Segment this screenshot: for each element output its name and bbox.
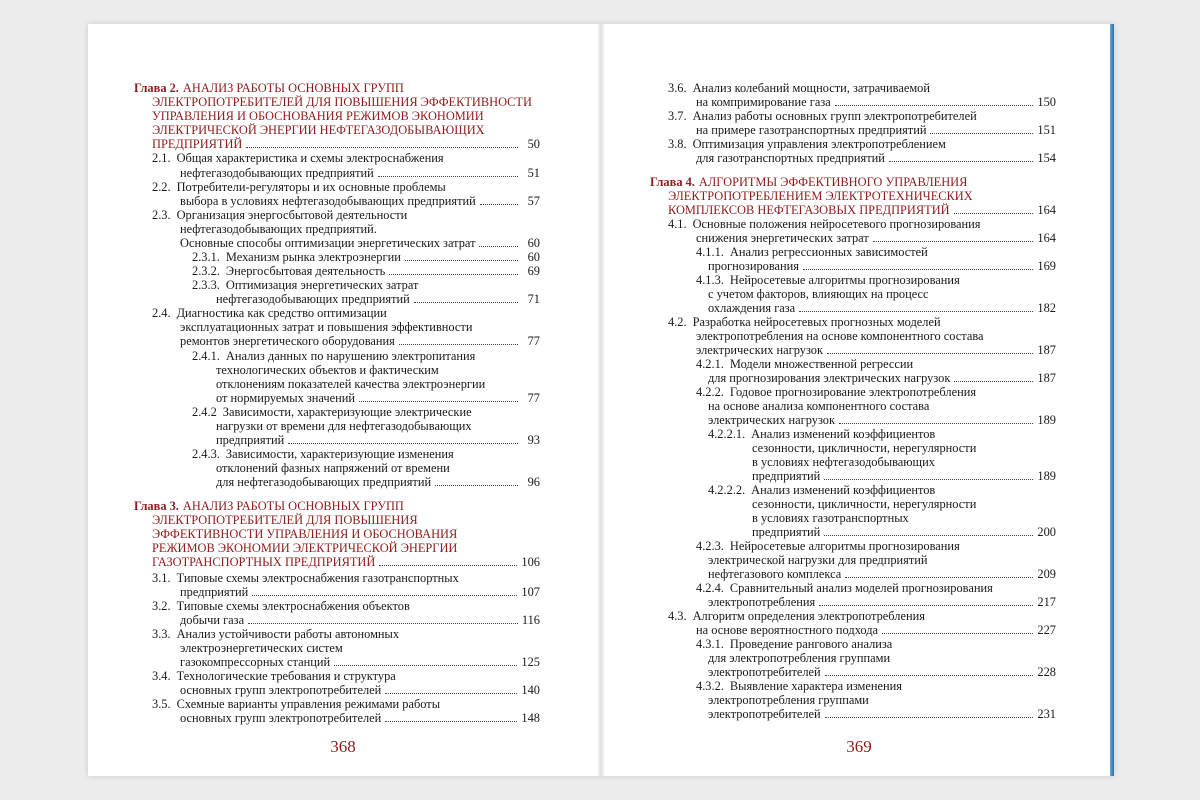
- toc-line: [696, 540, 960, 553]
- dot-leader: [873, 241, 1034, 242]
- chapter-title: АНАЛИЗ РАБОТЫ ОСНОВНЫХ ГРУПП: [182, 499, 404, 513]
- toc-line: [752, 512, 909, 525]
- toc-line: [180, 237, 540, 250]
- section-title: Типовые схемы электроснабжения газотранспортных: [176, 571, 459, 585]
- section-title: охлаждения газа: [708, 301, 796, 315]
- section-number: 4.2.3.: [696, 539, 724, 553]
- section-title: нефтегазодобывающих предприятий: [216, 292, 410, 306]
- toc-page-number: 227: [1037, 623, 1056, 637]
- toc-page-number: 151: [1037, 123, 1056, 137]
- toc-line: [696, 624, 1056, 637]
- toc-line: [152, 698, 440, 711]
- toc-line: [216, 392, 540, 405]
- toc-line: [668, 138, 946, 151]
- toc-page-number: 69: [527, 264, 540, 278]
- section-title: ремонтов энергетического оборудования: [180, 334, 395, 348]
- toc-page-number: 187: [1037, 371, 1056, 385]
- section-title: электрической нагрузки для предприятий: [708, 553, 928, 567]
- chapter-title: РЕЖИМОВ ЭКОНОМИИ ЭЛЕКТРИЧЕСКОЙ ЭНЕРГИИ: [152, 541, 458, 555]
- toc-line: [192, 265, 540, 278]
- dot-leader: [248, 623, 518, 624]
- section-title: Основные положения нейросетевого прогнозирования: [692, 217, 981, 231]
- toc-page-number: 187: [1037, 343, 1056, 357]
- toc-page-number: 116: [521, 613, 540, 627]
- section-title: Анализ изменений коэффициентов: [751, 483, 936, 497]
- toc-line: [216, 364, 439, 377]
- page-number-right: 369: [846, 737, 872, 756]
- chapter-label: Глава 4.: [650, 175, 695, 189]
- toc-line: [696, 274, 960, 287]
- chapter-title: УПРАВЛЕНИЯ И ОБОСНОВАНИЯ РЕЖИМОВ ЭКОНОМИИ: [152, 109, 484, 123]
- toc-line: [696, 330, 984, 343]
- section-title: выбора в условиях нефтегазодобывающих предприятий: [180, 194, 476, 208]
- dot-leader: [845, 577, 1033, 578]
- toc-page-number: 107: [521, 585, 540, 599]
- section-title: Алгоритм определения электропотребления: [692, 609, 925, 623]
- section-number: 3.4.: [152, 669, 171, 683]
- toc-line: [668, 204, 1056, 217]
- section-title: предприятий: [752, 525, 821, 539]
- toc-line: [696, 680, 902, 693]
- toc-line: [180, 335, 540, 348]
- section-number: 2.2.: [152, 180, 171, 194]
- chapter-label: Глава 3.: [134, 499, 179, 513]
- toc-line: [180, 195, 540, 208]
- section-title: Анализ работы основных групп электропотребителей: [692, 109, 977, 123]
- section-number: 4.2.4.: [696, 581, 724, 595]
- toc-page-number: 96: [527, 475, 540, 489]
- section-title: электрических нагрузок: [708, 413, 835, 427]
- toc-line: [152, 138, 540, 151]
- toc-page-number: 189: [1037, 469, 1056, 483]
- section-title: в условиях нефтегазодобывающих: [752, 455, 935, 469]
- section-title: Анализ изменений коэффициентов: [751, 427, 936, 441]
- toc-line: [650, 176, 967, 189]
- toc-line: [708, 428, 935, 441]
- section-title: Анализ регрессионных зависимостей: [729, 245, 928, 259]
- section-title: Разработка нейросетевых прогнозных моделей: [692, 315, 941, 329]
- section-title: сезонности, цикличности, нерегулярности: [752, 497, 977, 511]
- dot-leader: [252, 595, 517, 596]
- toc-line: [180, 614, 540, 627]
- toc-line: [152, 209, 407, 222]
- section-title: Потребители-регуляторы и их основные проблемы: [176, 180, 446, 194]
- toc-line: [696, 638, 892, 651]
- toc-line: [152, 572, 459, 585]
- section-number: 2.3.: [152, 208, 171, 222]
- section-number: 4.2.2.2.: [708, 483, 746, 497]
- toc-page-number: 50: [527, 137, 540, 151]
- toc-line: [216, 476, 540, 489]
- toc-page-number: 57: [527, 194, 540, 208]
- section-number: 4.2.2.: [696, 385, 724, 399]
- section-number: 2.3.2.: [192, 264, 220, 278]
- chapter-title: ЭЛЕКТРОПОТРЕБЛЕНИЕМ ЭЛЕКТРОТЕХНИЧЕСКИХ: [668, 189, 973, 203]
- section-title: Организация энергосбытовой деятельности: [176, 208, 408, 222]
- toc-line: [180, 656, 540, 669]
- section-number: 2.4.1.: [192, 349, 220, 363]
- toc-page-number: 209: [1037, 567, 1056, 581]
- section-title: снижения энергетических затрат: [696, 231, 869, 245]
- toc-line: [752, 526, 1056, 539]
- dot-leader: [825, 675, 1034, 676]
- dot-leader: [803, 269, 1033, 270]
- section-title: электропотребления на основе компонентного состава: [696, 329, 984, 343]
- section-title: Анализ данных по нарушению электропитания: [225, 349, 476, 363]
- section-title: отклонений фазных напряжений от времени: [216, 461, 450, 475]
- section-title: от нормируемых значений: [216, 391, 356, 405]
- toc-line: [696, 582, 993, 595]
- section-title: Схемные варианты управления режимами работы: [176, 697, 441, 711]
- dot-leader: [824, 535, 1033, 536]
- dot-leader: [882, 633, 1033, 634]
- section-title: Выявление характера изменения: [729, 679, 902, 693]
- section-title: электрических нагрузок: [696, 343, 823, 357]
- toc-line: [152, 542, 457, 555]
- section-title: для электропотребления группами: [708, 651, 891, 665]
- section-title: Проведение рангового анализа: [729, 637, 893, 651]
- chapter-title: ЭФФЕКТИВНОСТИ УПРАВЛЕНИЯ И ОБОСНОВАНИЯ: [152, 527, 458, 541]
- dot-leader: [839, 423, 1033, 424]
- section-title: нефтегазодобывающих предприятий.: [180, 222, 377, 236]
- chapter-title: ПРЕДПРИЯТИЙ: [152, 137, 243, 151]
- toc-line: [696, 124, 1056, 137]
- toc-line: [180, 223, 377, 236]
- section-title: на основе вероятностного подхода: [696, 623, 879, 637]
- toc-line: [696, 232, 1056, 245]
- section-number: 4.2.: [668, 315, 687, 329]
- toc-page-number: 182: [1037, 301, 1056, 315]
- dot-leader: [246, 147, 518, 148]
- toc-line: [708, 652, 890, 665]
- toc-page-number: 140: [521, 683, 540, 697]
- section-number: 3.7.: [668, 109, 687, 123]
- dot-leader: [405, 260, 518, 261]
- toc-page-number: 125: [521, 655, 540, 669]
- section-title: электропотребления группами: [708, 693, 869, 707]
- section-number: 4.2.2.1.: [708, 427, 746, 441]
- section-title: для газотранспортных предприятий: [696, 151, 885, 165]
- section-title: с учетом факторов, влияющих на процесс: [708, 287, 929, 301]
- toc-line: [752, 442, 976, 455]
- dot-leader: [824, 479, 1033, 480]
- section-title: Зависимости, характеризующие электрические: [222, 405, 472, 419]
- toc-line: [668, 82, 930, 95]
- toc-line: [696, 246, 928, 259]
- toc-line: [180, 586, 540, 599]
- section-title: Анализ устойчивости работы автономных: [176, 627, 400, 641]
- toc-line: [180, 642, 343, 655]
- section-number: 2.3.3.: [192, 278, 220, 292]
- section-number: 2.4.2: [192, 405, 217, 419]
- dot-leader: [827, 353, 1033, 354]
- section-title: Оптимизация энергетических затрат: [225, 278, 419, 292]
- section-title: Диагностика как средство оптимизации: [176, 306, 387, 320]
- section-number: 4.3.: [668, 609, 687, 623]
- section-title: основных групп электропотребителей: [180, 683, 382, 697]
- toc-line: [216, 462, 450, 475]
- toc-page-number: 51: [527, 166, 540, 180]
- section-title: нефтегазового комплекса: [708, 567, 842, 581]
- toc-line: [708, 596, 1056, 609]
- toc-page-number: 164: [1037, 203, 1056, 217]
- section-number: 2.4.3.: [192, 447, 220, 461]
- section-title: предприятий: [180, 585, 249, 599]
- toc-line: [752, 456, 935, 469]
- section-title: на компримирование газа: [696, 95, 831, 109]
- section-number: 3.1.: [152, 571, 171, 585]
- section-title: Нейросетевые алгоритмы прогнозирования: [729, 273, 960, 287]
- toc-page-number: 150: [1037, 95, 1056, 109]
- dot-leader: [385, 721, 517, 722]
- section-number: 3.2.: [152, 599, 171, 613]
- toc-page-number: 164: [1037, 231, 1056, 245]
- section-number: 2.3.1.: [192, 250, 220, 264]
- book-gutter: [598, 24, 604, 776]
- toc-line: [192, 350, 475, 363]
- section-title: основных групп электропотребителей: [180, 711, 382, 725]
- toc-line: [708, 414, 1056, 427]
- toc-line: [152, 152, 444, 165]
- section-title: Оптимизация управления электропотреблением: [692, 137, 946, 151]
- toc-page-number: 217: [1037, 595, 1056, 609]
- section-title: предприятий: [752, 469, 821, 483]
- toc-line: [708, 694, 869, 707]
- toc-line: [216, 420, 472, 433]
- toc-line: [152, 556, 540, 569]
- toc-line: [216, 434, 540, 447]
- toc-line: [708, 666, 1056, 679]
- section-title: Механизм рынка электроэнергии: [225, 250, 401, 264]
- section-number: 3.3.: [152, 627, 171, 641]
- section-title: электропотребления: [708, 595, 816, 609]
- section-title: Сравнительный анализ моделей прогнозирования: [729, 581, 993, 595]
- chapter-title: АНАЛИЗ РАБОТЫ ОСНОВНЫХ ГРУПП: [182, 81, 404, 95]
- chapter-label: Глава 2.: [134, 81, 179, 95]
- section-title: газокомпрессорных станций: [180, 655, 331, 669]
- page-edge: [1110, 24, 1114, 776]
- toc-line: [668, 610, 925, 623]
- section-title: эксплуатационных затрат и повышения эффективности: [180, 320, 473, 334]
- toc-page-number: 106: [521, 555, 540, 569]
- dot-leader: [819, 605, 1033, 606]
- toc-line: [192, 448, 454, 461]
- toc-line: [696, 96, 1056, 109]
- dot-leader: [379, 565, 517, 566]
- toc-line: [696, 344, 1056, 357]
- chapter-title: АЛГОРИТМЫ ЭФФЕКТИВНОГО УПРАВЛЕНИЯ: [698, 175, 968, 189]
- toc-line: [152, 628, 399, 641]
- toc-page-number: 154: [1037, 151, 1056, 165]
- toc-line: [752, 470, 1056, 483]
- toc-page-number: 148: [521, 711, 540, 725]
- dot-leader: [480, 204, 518, 205]
- toc-line: [180, 684, 540, 697]
- dot-leader: [799, 311, 1033, 312]
- dot-leader: [378, 176, 518, 177]
- toc-line: [752, 498, 976, 511]
- section-title: Энергосбытовая деятельность: [225, 264, 386, 278]
- section-title: Модели множественной регрессии: [729, 357, 914, 371]
- toc-line: [152, 670, 396, 683]
- toc-line: [216, 378, 485, 391]
- section-title: нагрузки от времени для нефтегазодобывающих: [216, 419, 472, 433]
- chapter-title: ГАЗОТРАНСПОРТНЫХ ПРЕДПРИЯТИЙ: [152, 555, 376, 569]
- dot-leader: [954, 381, 1033, 382]
- toc-line: [152, 307, 387, 320]
- toc-line: [668, 316, 941, 329]
- dot-leader: [930, 133, 1033, 134]
- dot-leader: [889, 161, 1033, 162]
- toc-line: [708, 484, 935, 497]
- section-title: Годовое прогнозирование электропотребления: [729, 385, 977, 399]
- section-title: для прогнозирования электрических нагрузок: [708, 371, 951, 385]
- toc-line: [134, 82, 404, 95]
- dot-leader: [334, 665, 517, 666]
- toc-line: [708, 708, 1056, 721]
- section-number: 3.6.: [668, 81, 687, 95]
- section-title: нефтегазодобывающих предприятий: [180, 166, 374, 180]
- dot-leader: [825, 717, 1034, 718]
- toc-line: [180, 167, 540, 180]
- section-title: на основе анализа компонентного состава: [708, 399, 930, 413]
- toc-line: [216, 293, 540, 306]
- section-title: сезонности, цикличности, нерегулярности: [752, 441, 977, 455]
- section-title: Нейросетевые алгоритмы прогнозирования: [729, 539, 960, 553]
- right-page: [604, 24, 1114, 776]
- section-title: электропотребителей: [708, 665, 821, 679]
- section-title: технологических объектов и фактическим: [216, 363, 439, 377]
- toc-page-number: 93: [527, 433, 540, 447]
- toc-line: [192, 406, 472, 419]
- toc-line: [152, 600, 410, 613]
- toc-line: [696, 358, 913, 371]
- toc-line: [708, 372, 1056, 385]
- dot-leader: [414, 302, 518, 303]
- toc-line: [152, 514, 418, 527]
- section-number: 2.1.: [152, 151, 171, 165]
- toc-line: [668, 218, 981, 231]
- section-number: 4.3.2.: [696, 679, 724, 693]
- section-title: Технологические требования и структура: [176, 669, 396, 683]
- section-title: прогнозирования: [708, 259, 799, 273]
- chapter-title: ЭЛЕКТРОПОТРЕБИТЕЛЕЙ ДЛЯ ПОВЫШЕНИЯ: [152, 513, 418, 527]
- dot-leader: [288, 443, 518, 444]
- toc-line: [708, 568, 1056, 581]
- toc-line: [180, 712, 540, 725]
- section-title: для нефтегазодобывающих предприятий: [216, 475, 432, 489]
- toc-line: [192, 251, 540, 264]
- section-number: 4.3.1.: [696, 637, 724, 651]
- toc-line: [708, 302, 1056, 315]
- toc-page-number: 231: [1037, 707, 1056, 721]
- section-title: электропотребителей: [708, 707, 821, 721]
- toc-line: [708, 260, 1056, 273]
- dot-leader: [399, 344, 518, 345]
- dot-leader: [359, 401, 518, 402]
- toc-line: [192, 279, 418, 292]
- section-title: на примере газотранспортных предприятий: [696, 123, 927, 137]
- toc-line: [696, 152, 1056, 165]
- toc-page-number: 71: [527, 292, 540, 306]
- toc-line: [134, 500, 404, 513]
- section-number: 4.1.3.: [696, 273, 724, 287]
- section-number: 4.2.1.: [696, 357, 724, 371]
- section-title: предприятий: [216, 433, 285, 447]
- toc-page-number: 200: [1037, 525, 1056, 539]
- dot-leader: [435, 485, 518, 486]
- chapter-title: ЭЛЕКТРИЧЕСКОЙ ЭНЕРГИИ НЕФТЕГАЗОДОБЫВАЮЩИХ: [152, 123, 485, 137]
- toc-line: [708, 400, 929, 413]
- toc-page-number: 77: [527, 334, 540, 348]
- section-number: 2.4.: [152, 306, 171, 320]
- chapter-title: ЭЛЕКТРОПОТРЕБИТЕЛЕЙ ДЛЯ ПОВЫШЕНИЯ ЭФФЕКТИВНОСТИ: [152, 95, 532, 109]
- section-title: Основные способы оптимизации энергетических затрат: [180, 236, 476, 250]
- toc-line: [180, 321, 472, 334]
- toc-line: [152, 181, 446, 194]
- toc-line: [152, 96, 532, 109]
- toc-page-number: 77: [527, 391, 540, 405]
- toc-page-number: 189: [1037, 413, 1056, 427]
- section-title: Общая характеристика и схемы электроснабжения: [176, 151, 444, 165]
- toc-page-number: 60: [527, 236, 540, 250]
- section-title: Зависимости, характеризующие изменения: [225, 447, 454, 461]
- section-title: добычи газа: [180, 613, 245, 627]
- chapter-title: КОМПЛЕКСОВ НЕФТЕГАЗОВЫХ ПРЕДПРИЯТИЙ: [668, 203, 950, 217]
- toc-page-number: 228: [1037, 665, 1056, 679]
- toc-line: [152, 110, 484, 123]
- left-page: [88, 24, 598, 776]
- page-number-left: 368: [330, 737, 356, 756]
- dot-leader: [389, 274, 518, 275]
- section-title: Типовые схемы электроснабжения объектов: [176, 599, 410, 613]
- section-title: электроэнергетических систем: [180, 641, 343, 655]
- toc-page-number: 169: [1037, 259, 1056, 273]
- toc-page-number: 60: [527, 250, 540, 264]
- toc-line: [152, 124, 485, 137]
- dot-leader: [385, 693, 517, 694]
- section-number: 3.8.: [668, 137, 687, 151]
- dot-leader: [479, 246, 518, 247]
- section-number: 4.1.1.: [696, 245, 724, 259]
- toc-line: [668, 190, 973, 203]
- section-number: 4.1.: [668, 217, 687, 231]
- toc-line: [708, 288, 929, 301]
- toc-line: [696, 386, 976, 399]
- dot-leader: [954, 213, 1034, 214]
- toc-line: [152, 528, 457, 541]
- section-number: 3.5.: [152, 697, 171, 711]
- section-title: отклонениям показателей качества электроэнергии: [216, 377, 486, 391]
- dot-leader: [835, 105, 1034, 106]
- section-title: Анализ колебаний мощности, затрачиваемой: [692, 81, 930, 95]
- toc-line: [708, 554, 928, 567]
- section-title: в условиях газотранспортных: [752, 511, 909, 525]
- toc-line: [668, 110, 977, 123]
